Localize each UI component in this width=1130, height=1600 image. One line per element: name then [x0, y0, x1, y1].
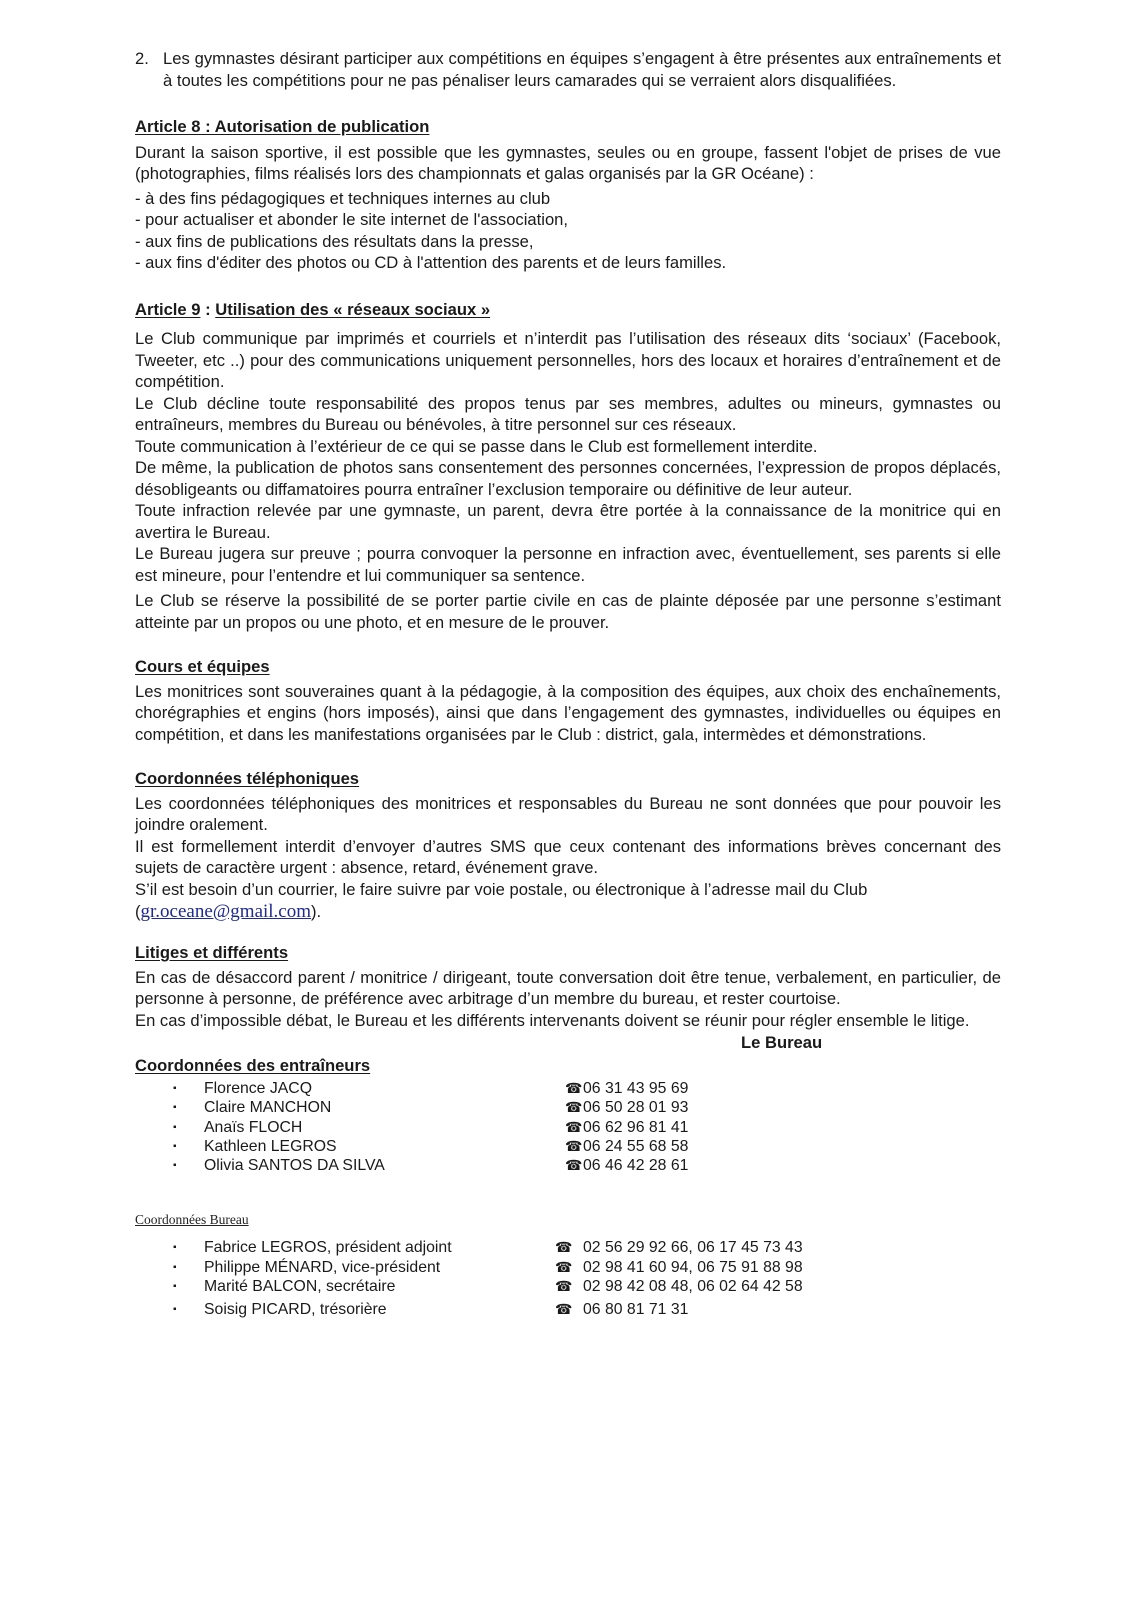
bullet-icon: ▪ [173, 1242, 177, 1254]
item-number: 2. [135, 49, 149, 68]
phone-icon: ☎ [565, 1099, 583, 1116]
article9-separator: : [200, 299, 216, 319]
phone-number: 02 98 41 60 94, 06 75 91 88 98 [583, 1258, 803, 1276]
phone-icon: ☎ [555, 1301, 573, 1318]
document-content [135, 48, 1001, 1320]
phone-icon: ☎ [565, 1157, 583, 1174]
item-text: Les gymnastes désirant participer aux compétitions en équipes s’engagent à être présentes aux entraînements et à toutes les compétitions pour ne pas pénaliser leurs camarades qui se verraient alors disqualifiées. [163, 49, 1001, 90]
litiges-paragraph: En cas d’impossible débat, le Bureau et les différents intervenants doivent se réunir pour régler ensemble le litige. [135, 1010, 970, 1030]
coach-phone [565, 1156, 688, 1175]
phone-number: 06 62 96 81 41 [583, 1118, 689, 1136]
article8-item: - aux fins de publications des résultats dans la presse, [135, 231, 534, 251]
article8-item: - aux fins d'éditer des photos ou CD à l'attention des parents et de leurs familles. [135, 253, 727, 272]
coach-phone [565, 1118, 688, 1137]
phone-icon: ☎ [555, 1258, 573, 1275]
coach-phone [565, 1098, 688, 1117]
article9-subject: Utilisation des « réseaux sociaux » [215, 299, 491, 319]
article9-paragraph: Le Club décline toute responsabilité des propos tenus par ses membres, adultes ou mineurs, gymnastes ou entraîneurs, membres du Bureau ou bénévoles, à titre personnel sur ces réseaux. [135, 393, 1001, 434]
cours-title: Cours et équipes [135, 657, 270, 676]
bureau-contacts-title: Coordonnées Bureau [135, 1212, 249, 1228]
telephone-paragraph: Il est formellement interdit d’envoyer d’autres SMS que ceux contenant des informations brèves concernant des sujets de caractère urgent : absence, retard, événement grave. [135, 836, 1001, 877]
coach-phone [565, 1137, 688, 1156]
phone-number: 02 56 29 92 66, 06 17 45 73 43 [583, 1239, 803, 1257]
numbered-item-2 [135, 48, 1001, 91]
bureau-member-name: Philippe MÉNARD, vice-président [204, 1258, 441, 1276]
phone-number: 06 46 42 28 61 [583, 1157, 689, 1175]
bullet-icon: ▪ [173, 1140, 177, 1152]
coaches-title: Coordonnées des entraîneurs [135, 1055, 371, 1075]
phone-icon: ☎ [565, 1118, 583, 1135]
phone-number: 06 31 43 95 69 [583, 1080, 689, 1097]
article9-number: Article 9 [135, 299, 201, 319]
club-email-link[interactable]: gr.oceane@gmail.com [140, 901, 312, 922]
phone-number: 06 50 28 01 93 [583, 1099, 689, 1117]
coaches-list [135, 1079, 1001, 1175]
article8-title: Article 8 : Autorisation de publication [135, 117, 430, 136]
phone-icon: ☎ [555, 1278, 573, 1295]
bureau-member-phone [555, 1277, 803, 1296]
bureau-member-phone [555, 1238, 803, 1257]
coach-phone [565, 1079, 688, 1098]
article8-item: - à des fins pédagogiques et techniques internes au club [135, 188, 551, 208]
litiges-title: Litiges et différents [135, 943, 289, 962]
bureau-member-phone [555, 1258, 803, 1277]
list-item [135, 1079, 1001, 1098]
phone-icon: ☎ [565, 1137, 583, 1154]
telephone-paragraph: S’il est besoin d’un courrier, le faire suivre par voie postale, ou électronique à l’adresse mail du Club [135, 879, 868, 899]
article9-paragraph: Le Club se réserve la possibilité de se porter partie civile en cas de plainte déposée par une personne s’estimant atteinte par un propos ou une photo, et en mesure de le prouver. [135, 591, 1001, 632]
bullet-icon: ▪ [173, 1261, 177, 1273]
list-item [135, 1118, 1001, 1137]
list-item [135, 1137, 1001, 1156]
telephone-paragraph: Les coordonnées téléphoniques des monitrices et responsables du Bureau ne sont données que pour pouvoir les joindre oralement. [135, 793, 1001, 834]
phone-number: 06 24 55 68 58 [583, 1137, 689, 1155]
bureau-member-name: Fabrice LEGROS, président adjoint [204, 1239, 452, 1257]
bureau-member-name: Marité BALCON, secrétaire [204, 1278, 396, 1296]
bullet-icon: ▪ [173, 1304, 177, 1316]
list-item [135, 1258, 1001, 1277]
article9-paragraph: Toute infraction relevée par une gymnaste, un parent, devra être portée à la connaissance de la monitrice qui en avertira le Bureau. [135, 501, 1001, 542]
list-item [135, 1238, 1001, 1257]
coach-name: Anaïs FLOCH [204, 1118, 303, 1136]
coach-name: Claire MANCHON [204, 1099, 332, 1117]
phone-number: 06 80 81 71 31 [583, 1301, 689, 1319]
telephone-title: Coordonnées téléphoniques [135, 769, 360, 788]
phone-number: 02 98 42 08 48, 06 02 64 42 58 [583, 1278, 803, 1296]
article9-paragraph: Le Bureau jugera sur preuve ; pourra convoquer la personne en infraction avec, éventuellement, ses parents si elle est mineure, pour l’entendre et lui communiquer sa sentence. [135, 544, 1001, 585]
article8-intro: Durant la saison sportive, il est possible que les gymnastes, seules ou en groupe, fassent l'objet de prises de vue (photographies, films réalisés lors des championnats et galas organisés par la GR Océane) : [135, 142, 1001, 183]
article9-title [135, 299, 1001, 321]
article9-paragraph: Toute communication à l’extérieur de ce qui se passe dans le Club est formellement interdite. [135, 436, 818, 456]
litiges-paragraph: En cas de désaccord parent / monitrice / dirigeant, toute conversation doit être tenue, verbalement, en particulier, de personne à personne, de préférence avec arbitrage d’un membre du bureau, et rester courtoise. [135, 967, 1001, 1008]
bureau-list [135, 1238, 1001, 1319]
email-line [135, 900, 1001, 924]
bullet-icon: ▪ [173, 1121, 177, 1133]
bureau-signature: Le Bureau [741, 1033, 823, 1052]
coach-name: Florence JACQ [204, 1080, 312, 1097]
phone-icon: ☎ [555, 1239, 573, 1256]
phone-icon: ☎ [565, 1080, 583, 1096]
coach-name: Kathleen LEGROS [204, 1137, 337, 1155]
bullet-icon: ▪ [173, 1083, 177, 1094]
bullet-icon: ▪ [173, 1102, 177, 1114]
bureau-member-name: Soisig PICARD, trésorière [204, 1301, 387, 1319]
list-item [135, 1098, 1001, 1117]
list-item [135, 1277, 1001, 1296]
article8-item: - pour actualiser et abonder le site internet de l'association, [135, 210, 569, 229]
bureau-member-phone [555, 1300, 688, 1319]
article9-paragraph: De même, la publication de photos sans consentement des personnes concernées, l’expression de propos déplacés, désobligeants ou diffamatoires pourra entraîner l’exclusion temporaire ou définitive de leur auteur. [135, 458, 1001, 499]
coach-name: Olivia SANTOS DA SILVA [204, 1157, 385, 1175]
email-paren-close: ). [311, 902, 322, 921]
list-item [135, 1156, 1001, 1175]
bullet-icon: ▪ [173, 1160, 177, 1172]
article9-paragraph: Le Club communique par imprimés et courriels et n’interdit pas l’utilisation des réseaux dits ‘sociaux’ (Facebook, Tweeter, etc ..) pour des communications uniquement personnelles, hors des locaux et horaires d’entraînement et de compétition. [135, 329, 1001, 391]
email-paren-open: ( [135, 902, 141, 921]
cours-paragraph: Les monitrices sont souveraines quant à la pédagogie, à la composition des équipes, aux choix des enchaînements, chorégraphies et engins (hors imposés), ainsi que dans l’engagement des gymnastes, individuelles ou équipes en compétition, et dans les manifestations organisées par le Club : district, gala, intermèdes et démonstrations. [135, 681, 1001, 744]
list-item [135, 1300, 1001, 1319]
bullet-icon: ▪ [173, 1281, 177, 1293]
